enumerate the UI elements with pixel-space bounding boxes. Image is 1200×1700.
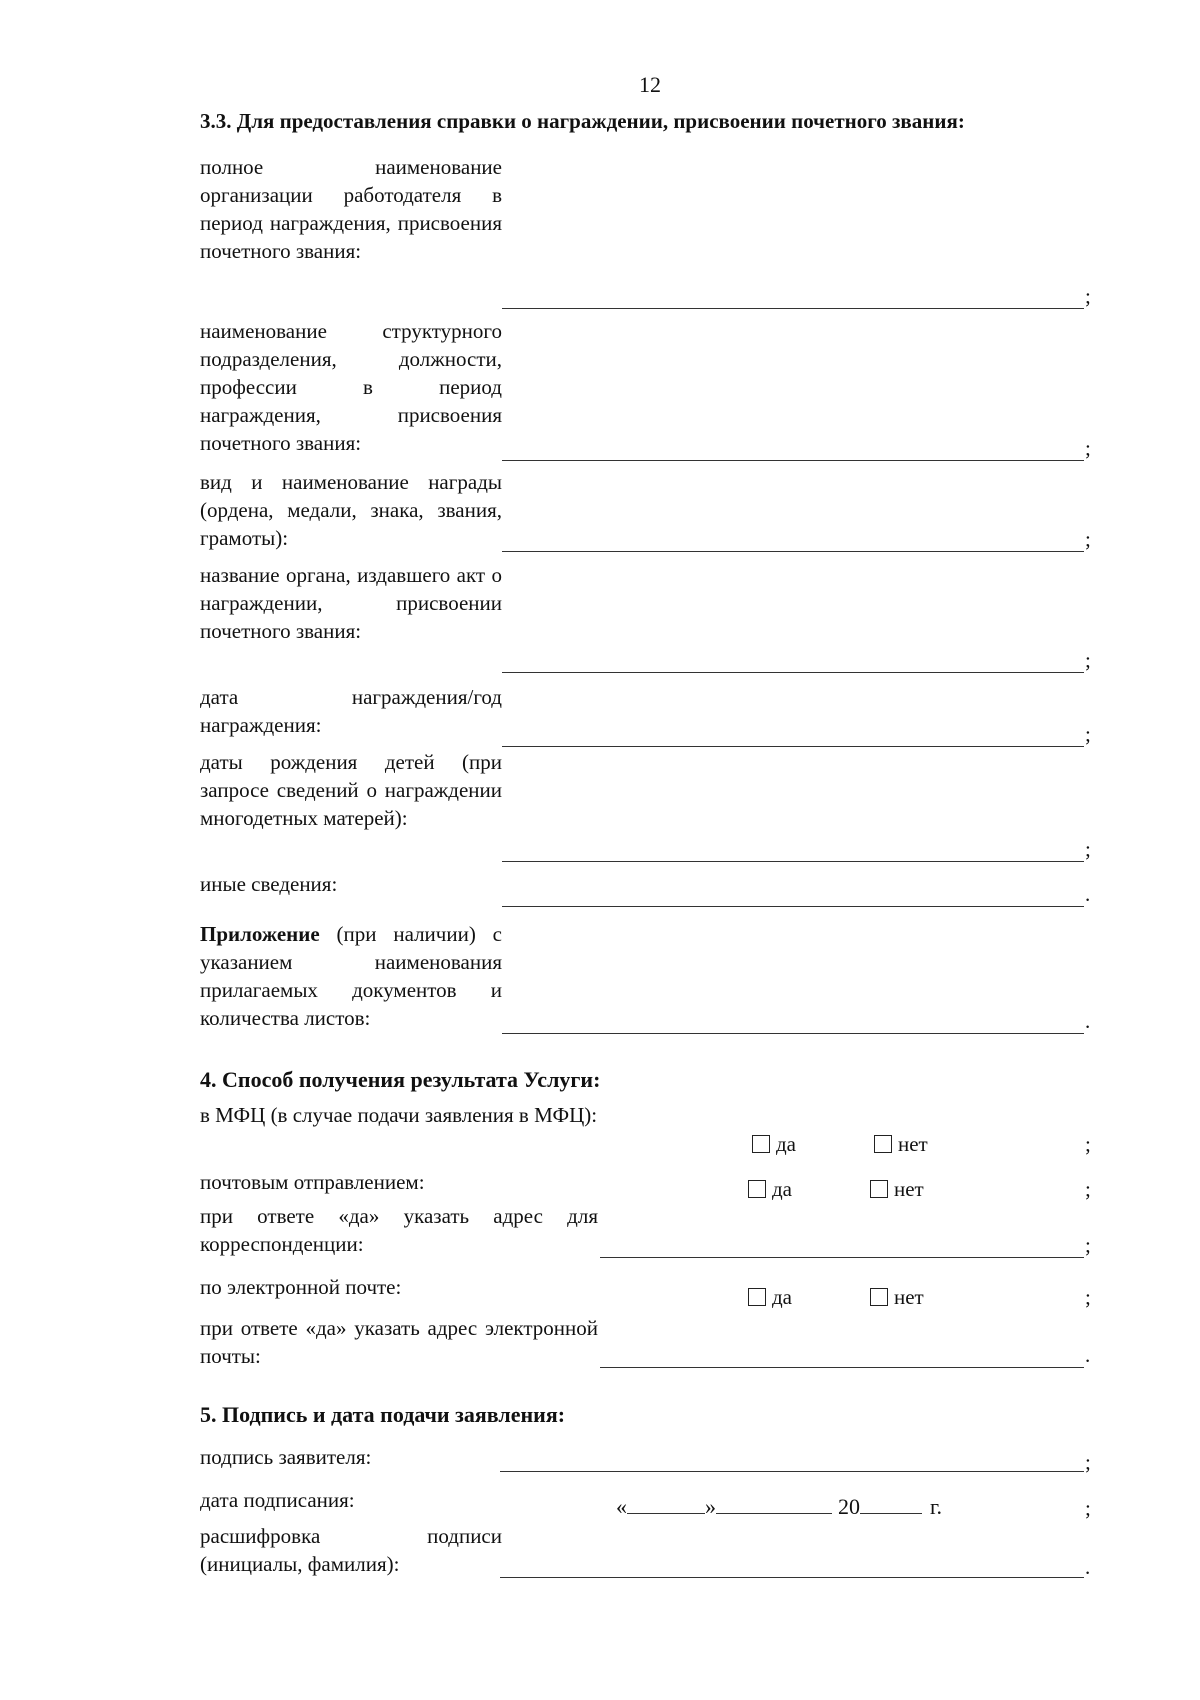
page-number: 12 bbox=[639, 72, 661, 97]
field-label-issuing-body: название органа, издавшего акт о награждении, присвоении почетного звания: bbox=[200, 563, 502, 643]
field-line-department-position[interactable] bbox=[502, 460, 1084, 461]
date-month-blank[interactable] bbox=[716, 1491, 832, 1514]
field-end: ; bbox=[1085, 436, 1091, 460]
section-4-title: 4. Способ получения результата Услуги: bbox=[200, 1067, 601, 1092]
field-line-award-type[interactable] bbox=[502, 551, 1084, 552]
mfc-yes-checkbox[interactable]: да bbox=[752, 1130, 796, 1158]
signing-date-field[interactable]: « » 20 г. bbox=[616, 1491, 942, 1521]
row-end: ; bbox=[1085, 1132, 1091, 1156]
field-end: ; bbox=[1085, 837, 1091, 861]
delivery-email-label: по электронной почте: bbox=[200, 1275, 402, 1299]
field-label-children-birthdates: даты рождения детей (при запросе сведений о награждении многодетных матерей): bbox=[200, 750, 502, 830]
row-end: ; bbox=[1085, 1177, 1091, 1201]
attachment-label-rest: (при наличии) с указанием наименования прилагаемых документов и количества листов: bbox=[200, 922, 502, 1030]
row-end: ; bbox=[1085, 1496, 1091, 1520]
post-yes-checkbox[interactable]: да bbox=[748, 1175, 792, 1203]
checkbox-icon bbox=[870, 1288, 888, 1306]
row-end: ; bbox=[1085, 1285, 1091, 1309]
checkbox-icon bbox=[748, 1288, 766, 1306]
email-address-line[interactable] bbox=[600, 1367, 1084, 1368]
row-end: . bbox=[1085, 1555, 1091, 1579]
signing-date-label: дата подписания: bbox=[200, 1488, 355, 1512]
attachment-label-bold: Приложение bbox=[200, 922, 320, 946]
decode-line[interactable] bbox=[500, 1577, 1084, 1578]
attachment-label bbox=[200, 920, 502, 1032]
date-day-blank[interactable] bbox=[627, 1491, 705, 1514]
delivery-mfc-label: в МФЦ (в случае подачи заявления в МФЦ): bbox=[200, 1103, 598, 1127]
checkbox-icon bbox=[748, 1180, 766, 1198]
mfc-no-checkbox[interactable]: нет bbox=[874, 1130, 928, 1158]
row-end: ; bbox=[1085, 1450, 1091, 1474]
field-label-other-info: иные сведения: bbox=[200, 872, 338, 896]
field-label-award-type: вид и наименование награды (ордена, медали, знака, звания, грамоты): bbox=[200, 470, 502, 550]
field-end: . bbox=[1085, 1009, 1091, 1033]
field-end: ; bbox=[1085, 284, 1091, 308]
decode-label: расшифровка подписи (инициалы, фамилия): bbox=[200, 1524, 502, 1576]
row-end: ; bbox=[1085, 1233, 1091, 1257]
field-line-award-date[interactable] bbox=[502, 746, 1084, 747]
email-yes-checkbox[interactable]: да bbox=[748, 1283, 792, 1311]
field-line-children-birthdates[interactable] bbox=[502, 861, 1084, 862]
field-label-department-position: наименование структурного подразделения, должности, профессии в период награждения, присвоения почетного звания: bbox=[200, 319, 502, 455]
checkbox-icon bbox=[870, 1180, 888, 1198]
field-end: ; bbox=[1085, 722, 1091, 746]
post-no-checkbox[interactable]: нет bbox=[870, 1175, 924, 1203]
field-label-award-date: дата награждения/год награждения: bbox=[200, 685, 502, 737]
section-5-title: 5. Подпись и дата подачи заявления: bbox=[200, 1402, 566, 1427]
field-line-attachment[interactable] bbox=[502, 1033, 1084, 1034]
delivery-post-label: почтовым отправлением: bbox=[200, 1170, 425, 1194]
post-address-line[interactable] bbox=[600, 1257, 1084, 1258]
email-no-checkbox[interactable]: нет bbox=[870, 1283, 924, 1311]
section-3-3-title: 3.3. Для предоставления справки о награждении, присвоении почетного звания: bbox=[200, 109, 965, 133]
checkbox-icon bbox=[874, 1135, 892, 1153]
post-address-label: при ответе «да» указать адрес для корреспонденции: bbox=[200, 1204, 598, 1256]
field-line-employer-name[interactable] bbox=[502, 308, 1084, 309]
field-end: ; bbox=[1085, 527, 1091, 551]
signature-label: подпись заявителя: bbox=[200, 1445, 372, 1469]
email-address-label: при ответе «да» указать адрес электронной почты: bbox=[200, 1316, 598, 1368]
field-line-other-info[interactable] bbox=[502, 906, 1084, 907]
signature-line[interactable] bbox=[500, 1471, 1084, 1472]
field-end: ; bbox=[1085, 648, 1091, 672]
checkbox-icon bbox=[752, 1135, 770, 1153]
field-line-issuing-body[interactable] bbox=[502, 672, 1084, 673]
row-end: . bbox=[1085, 1343, 1091, 1367]
field-end: . bbox=[1085, 882, 1091, 906]
field-label-employer-name: полное наименование организации работодателя в период награждения, присвоения почетного звания: bbox=[200, 155, 502, 263]
date-year-blank[interactable] bbox=[860, 1491, 922, 1514]
